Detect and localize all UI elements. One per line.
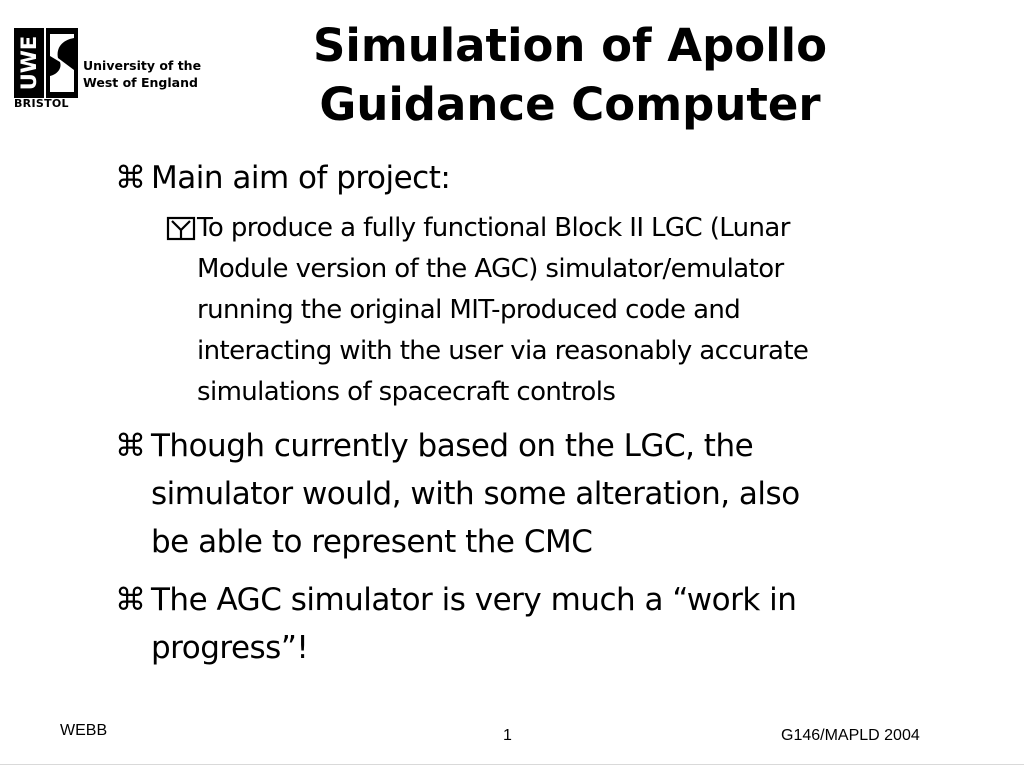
slide-title-line1: Simulation of Apollo bbox=[313, 19, 827, 72]
footer-reference: G146/MAPLD 2004 bbox=[781, 727, 920, 744]
command-key-icon: ⌘ bbox=[115, 428, 146, 464]
sub-bullet-line: simulations of spacecraft controls bbox=[197, 377, 616, 407]
logo-mark-text: UWE bbox=[17, 35, 41, 91]
footer-author: WEBB bbox=[60, 722, 108, 739]
sub-bullet-line: Module version of the AGC) simulator/emulator bbox=[197, 254, 784, 284]
bullet-line: Main aim of project: bbox=[151, 160, 451, 196]
uwe-logo-icon bbox=[14, 28, 78, 98]
sub-bullet-line: running the original MIT-produced code and bbox=[197, 295, 741, 325]
bullet-line: Though currently based on the LGC, the bbox=[151, 428, 754, 464]
command-key-icon: ⌘ bbox=[115, 582, 146, 618]
slide-title bbox=[240, 16, 900, 134]
bullet-line: be able to represent the CMC bbox=[151, 524, 593, 560]
university-name-line1: University of the bbox=[83, 58, 202, 73]
footer-page-number: 1 bbox=[503, 727, 512, 744]
bullet-main-aim bbox=[115, 154, 955, 202]
command-key-icon: ⌘ bbox=[115, 160, 146, 196]
university-logo bbox=[14, 28, 224, 108]
bottom-divider bbox=[0, 764, 1024, 765]
sub-bullet-text bbox=[166, 208, 946, 413]
bullet-lgc-based bbox=[115, 422, 955, 566]
sub-bullet-line: To produce a fully functional Block II LGC (Lunar bbox=[197, 213, 790, 243]
bullet-line: The AGC simulator is very much a “work in bbox=[151, 582, 797, 618]
university-city: BRISTOL bbox=[14, 97, 69, 110]
bullet-work-in-progress bbox=[115, 576, 955, 672]
slide-title-line2: Guidance Computer bbox=[319, 78, 821, 131]
checked-box-icon bbox=[166, 216, 196, 242]
bullet-lgc-based-text bbox=[151, 422, 955, 566]
bullet-line: simulator would, with some alteration, also bbox=[151, 476, 800, 512]
sub-bullet-line: interacting with the user via reasonably accurate bbox=[197, 336, 809, 366]
university-name-line2: West of England bbox=[83, 75, 198, 90]
bullet-line: progress”! bbox=[151, 630, 309, 666]
sub-bullet-produce-simulator bbox=[166, 208, 946, 413]
bullet-main-aim-text bbox=[151, 154, 955, 202]
university-name bbox=[83, 57, 201, 91]
bullet-work-in-progress-text bbox=[151, 576, 955, 672]
